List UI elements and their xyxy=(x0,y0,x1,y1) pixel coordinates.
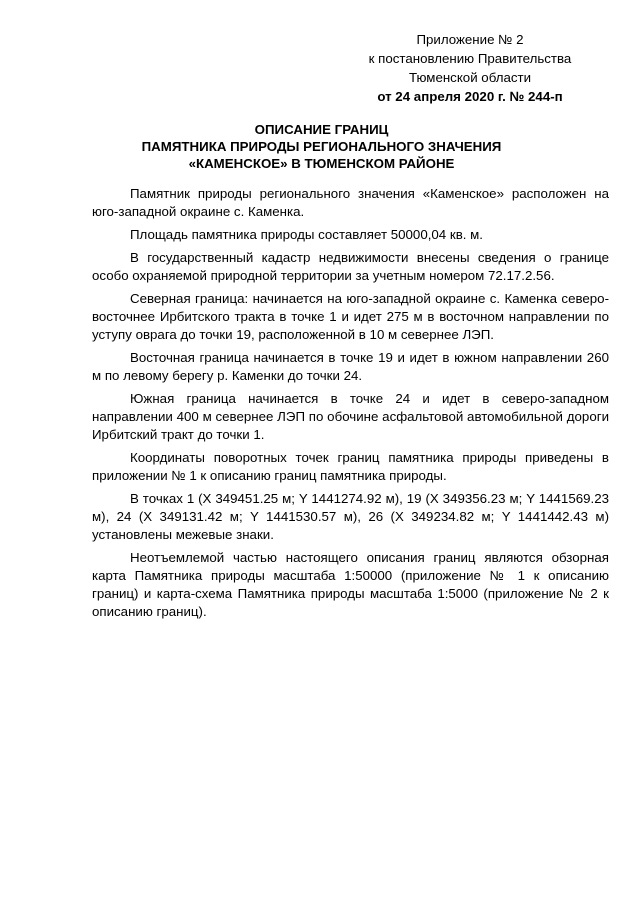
title-line-1: ОПИСАНИЕ ГРАНИЦ xyxy=(254,122,389,137)
appendix-header xyxy=(340,30,600,106)
paragraph-north-border: Северная граница: начинается на юго-западной окраине с. Каменка северо-восточнее Ирбитского тракта в точке 1 и идет 275 м в восточном направлении по уступу оврага до точки 19, расположенной в 10 м севернее ЛЭП. xyxy=(92,291,609,342)
title-line-3: «КАМЕНСКОЕ» В ТЮМЕНСКОМ РАЙОНЕ xyxy=(188,156,455,171)
paragraph-coordinates: Координаты поворотных точек границ памятника природы приведены в приложении № 1 к описанию границ памятника природы. xyxy=(92,450,609,483)
appendix-number: Приложение № 2 xyxy=(416,32,524,47)
appendix-date: от 24 апреля 2020 г. № 244-п xyxy=(377,89,563,104)
paragraph-cadastre: В государственный кадастр недвижимости внесены сведения о границе особо охраняемой природной территории за учетным номером 72.17.2.56. xyxy=(92,250,609,283)
paragraph-south-border: Южная граница начинается в точке 24 и идет в северо-западном направлении 400 м севернее ЛЭП по обочине асфальтовой автомобильной дороги Ирбитский тракт до точки 1. xyxy=(92,391,609,442)
document-title xyxy=(60,121,583,172)
document-body xyxy=(92,185,609,626)
appendix-region: Тюменской области xyxy=(408,70,532,85)
appendix-resolution-ref: к постановлению Правительства xyxy=(368,51,572,66)
paragraph-maps: Неотъемлемой частью настоящего описания границ являются обзорная карта Памятника природы масштаба 1:50000 (приложение № 1 к описанию границ) и карта-схема Памятника природы масштаба 1:5000 (приложение № 2 к описанию границ). xyxy=(92,550,609,619)
paragraph-area: Площадь памятника природы составляет 50000,04 кв. м. xyxy=(130,227,483,242)
paragraph-location: Памятник природы регионального значения «Каменское» расположен на юго-западной окраине с. Каменка. xyxy=(92,186,609,219)
paragraph-boundary-markers: В точках 1 (X 349451.25 м; Y 1441274.92 м), 19 (X 349356.23 м; Y 1441569.23 м), 24 (X 349131.42 м; Y 1441530.57 м), 26 (X 349234.82 м; Y 1441442.43 м) установлены межевые знаки. xyxy=(92,491,609,542)
paragraph-east-border: Восточная граница начинается в точке 19 и идет в южном направлении 260 м по левому берегу р. Каменки до точки 24. xyxy=(92,350,609,383)
title-line-2: ПАМЯТНИКА ПРИРОДЫ РЕГИОНАЛЬНОГО ЗНАЧЕНИЯ xyxy=(141,139,502,154)
